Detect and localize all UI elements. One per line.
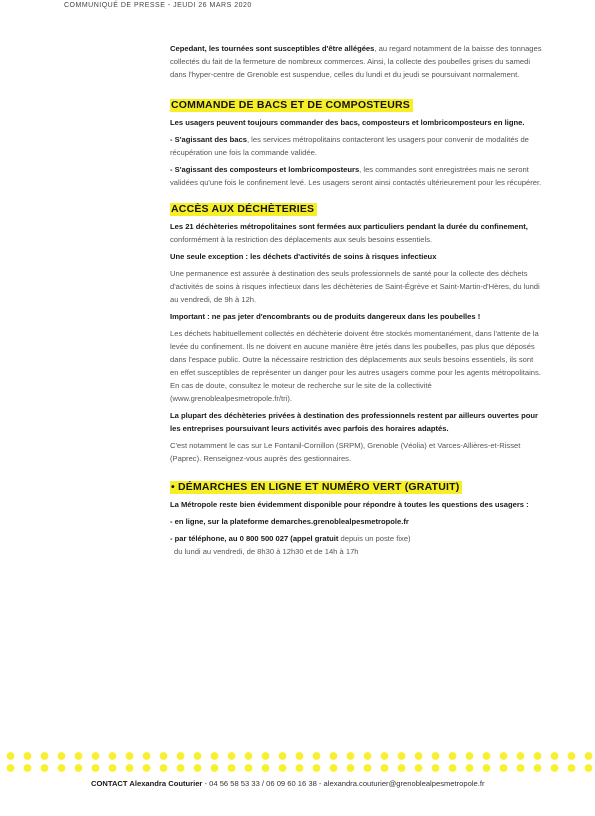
bacs-item-bacs-bold: - S'agissant des bacs	[170, 135, 247, 144]
section-title-demarches: • DÉMARCHES EN LIGNE ET NUMÉRO VERT (GRATUIT)	[170, 481, 462, 494]
decheteries-important: Important : ne pas jeter d'encombrants ou de produits dangereux dans les poubelles !	[170, 312, 481, 321]
decheteries-privees: La plupart des déchèteries privées à destination des professionnels restent par ailleurs ouvertes pour les entreprises poursuivant leurs activités avec parfois des horaires adaptés.	[170, 411, 538, 433]
decheteries-exemples: C'est notamment le cas sur Le Fontanil-Cornillon (SRPM), Grenoble (Véolia) et Varces-Allières-et-Risset (Paprec). Renseignez-vous auprès des gestionnaires.	[170, 441, 521, 463]
section-title-decheteries: ACCÈS AUX DÉCHÈTERIES	[170, 203, 317, 216]
demarches-lead: La Métropole reste bien évidemment disponible pour répondre à toutes les questions des usagers :	[170, 500, 529, 509]
decheteries-p1-bold: Les 21 déchèteries métropolitaines sont fermées aux particuliers pendant la durée du confinement,	[170, 222, 528, 231]
intro-bold: Cepedant, les tournées sont susceptibles d'être allégées	[170, 44, 375, 53]
contact-name: CONTACT Alexandra Couturier	[91, 779, 203, 788]
bacs-item-bacs-rest: , les services métropolitains contacteront les usagers pour convenir de modalités de récupération une fois la commande validée.	[170, 135, 529, 157]
main-content	[170, 42, 542, 562]
decheteries-stockage: Les déchets habituellement collectés en déchèterie doivent être stockés momentanément, dans l'attente de la levée du confinement. Ils ne doivent en aucune manière être jetés dans les poubelles, pas plus que déposés dans l'espace public. Outre la nécessaire restriction des déplacements aux seuls besoins essentiels, ils sont en effet susceptibles de représenter un danger pour les autres usagers comme pour les agents métropolitains. En cas de doute, consultez le moteur de recherche sur le site de la collectivité (www.grenoblealpesmetropole.fr/tri).	[170, 329, 541, 403]
demarches-online: - en ligne, sur la plateforme demarches.grenoblealpesmetropole.fr	[170, 517, 409, 526]
bacs-item-composteurs-rest: , les commandes sont enregistrées mais ne seront validées qu'une fois le confinement levé. Les usagers seront ainsi contactés ultérieurement pour les récupérer.	[170, 165, 542, 187]
bacs-item-bacs	[170, 133, 542, 159]
demarches-hours: du lundi au vendredi, de 8h30 à 12h30 et de 14h à 17h	[174, 547, 359, 556]
decheteries-exception: Une seule exception : les déchets d'activités de soins à risques infectieux	[170, 252, 437, 261]
section-bacs	[170, 99, 542, 189]
intro-paragraph	[170, 42, 542, 81]
demarches-phone-bold: - par téléphone, au 0 800 500 027 (appel gratuit	[170, 534, 339, 543]
bacs-item-composteurs	[170, 163, 542, 189]
demarches-phone-rest: depuis un poste fixe)	[338, 534, 411, 543]
section-title-bacs: COMMANDE DE BACS ET DE COMPOSTEURS	[170, 99, 413, 112]
yellow-dot-band	[0, 750, 595, 774]
contact-footer	[91, 779, 485, 788]
bacs-item-composteurs-bold: - S'agissant des composteurs et lombricomposteurs	[170, 165, 360, 174]
intro-rest: , au regard notamment de la baisse des tonnages collectés du fait de la fermeture de nombreux commerces. Ainsi, la collecte des poubelles grises du samedi dans l'hyper-centre de Grenoble est suspendue, celles du lundi et du jeudi se poursuivant normalement.	[170, 44, 542, 79]
section-decheteries	[170, 203, 542, 465]
decheteries-permanence: Une permanence est assurée à destination des seuls professionnels de santé pour la collecte des déchets d'activités de soins à risques infectieux dans les déchèteries de Saint-Égrève et Saint-Martin-d'Hères, du lundi au vendredi, de 9h à 12h.	[170, 269, 540, 304]
demarches-phone	[170, 532, 542, 545]
decheteries-p1-rest: conformément à la restriction des déplacements aux seuls besoins essentiels.	[170, 235, 433, 244]
decheteries-p1	[170, 220, 542, 246]
section-demarches	[170, 481, 542, 558]
bacs-lead: Les usagers peuvent toujours commander des bacs, composteurs et lombricomposteurs en ligne.	[170, 118, 525, 127]
contact-details: - 04 56 58 53 33 / 06 09 60 16 38 - alexandra.couturier@grenoblealpesmetropole.fr	[202, 779, 485, 788]
press-release-header: COMMUNIQUÉ DE PRESSE - JEUDI 26 MARS 2020	[64, 2, 252, 9]
